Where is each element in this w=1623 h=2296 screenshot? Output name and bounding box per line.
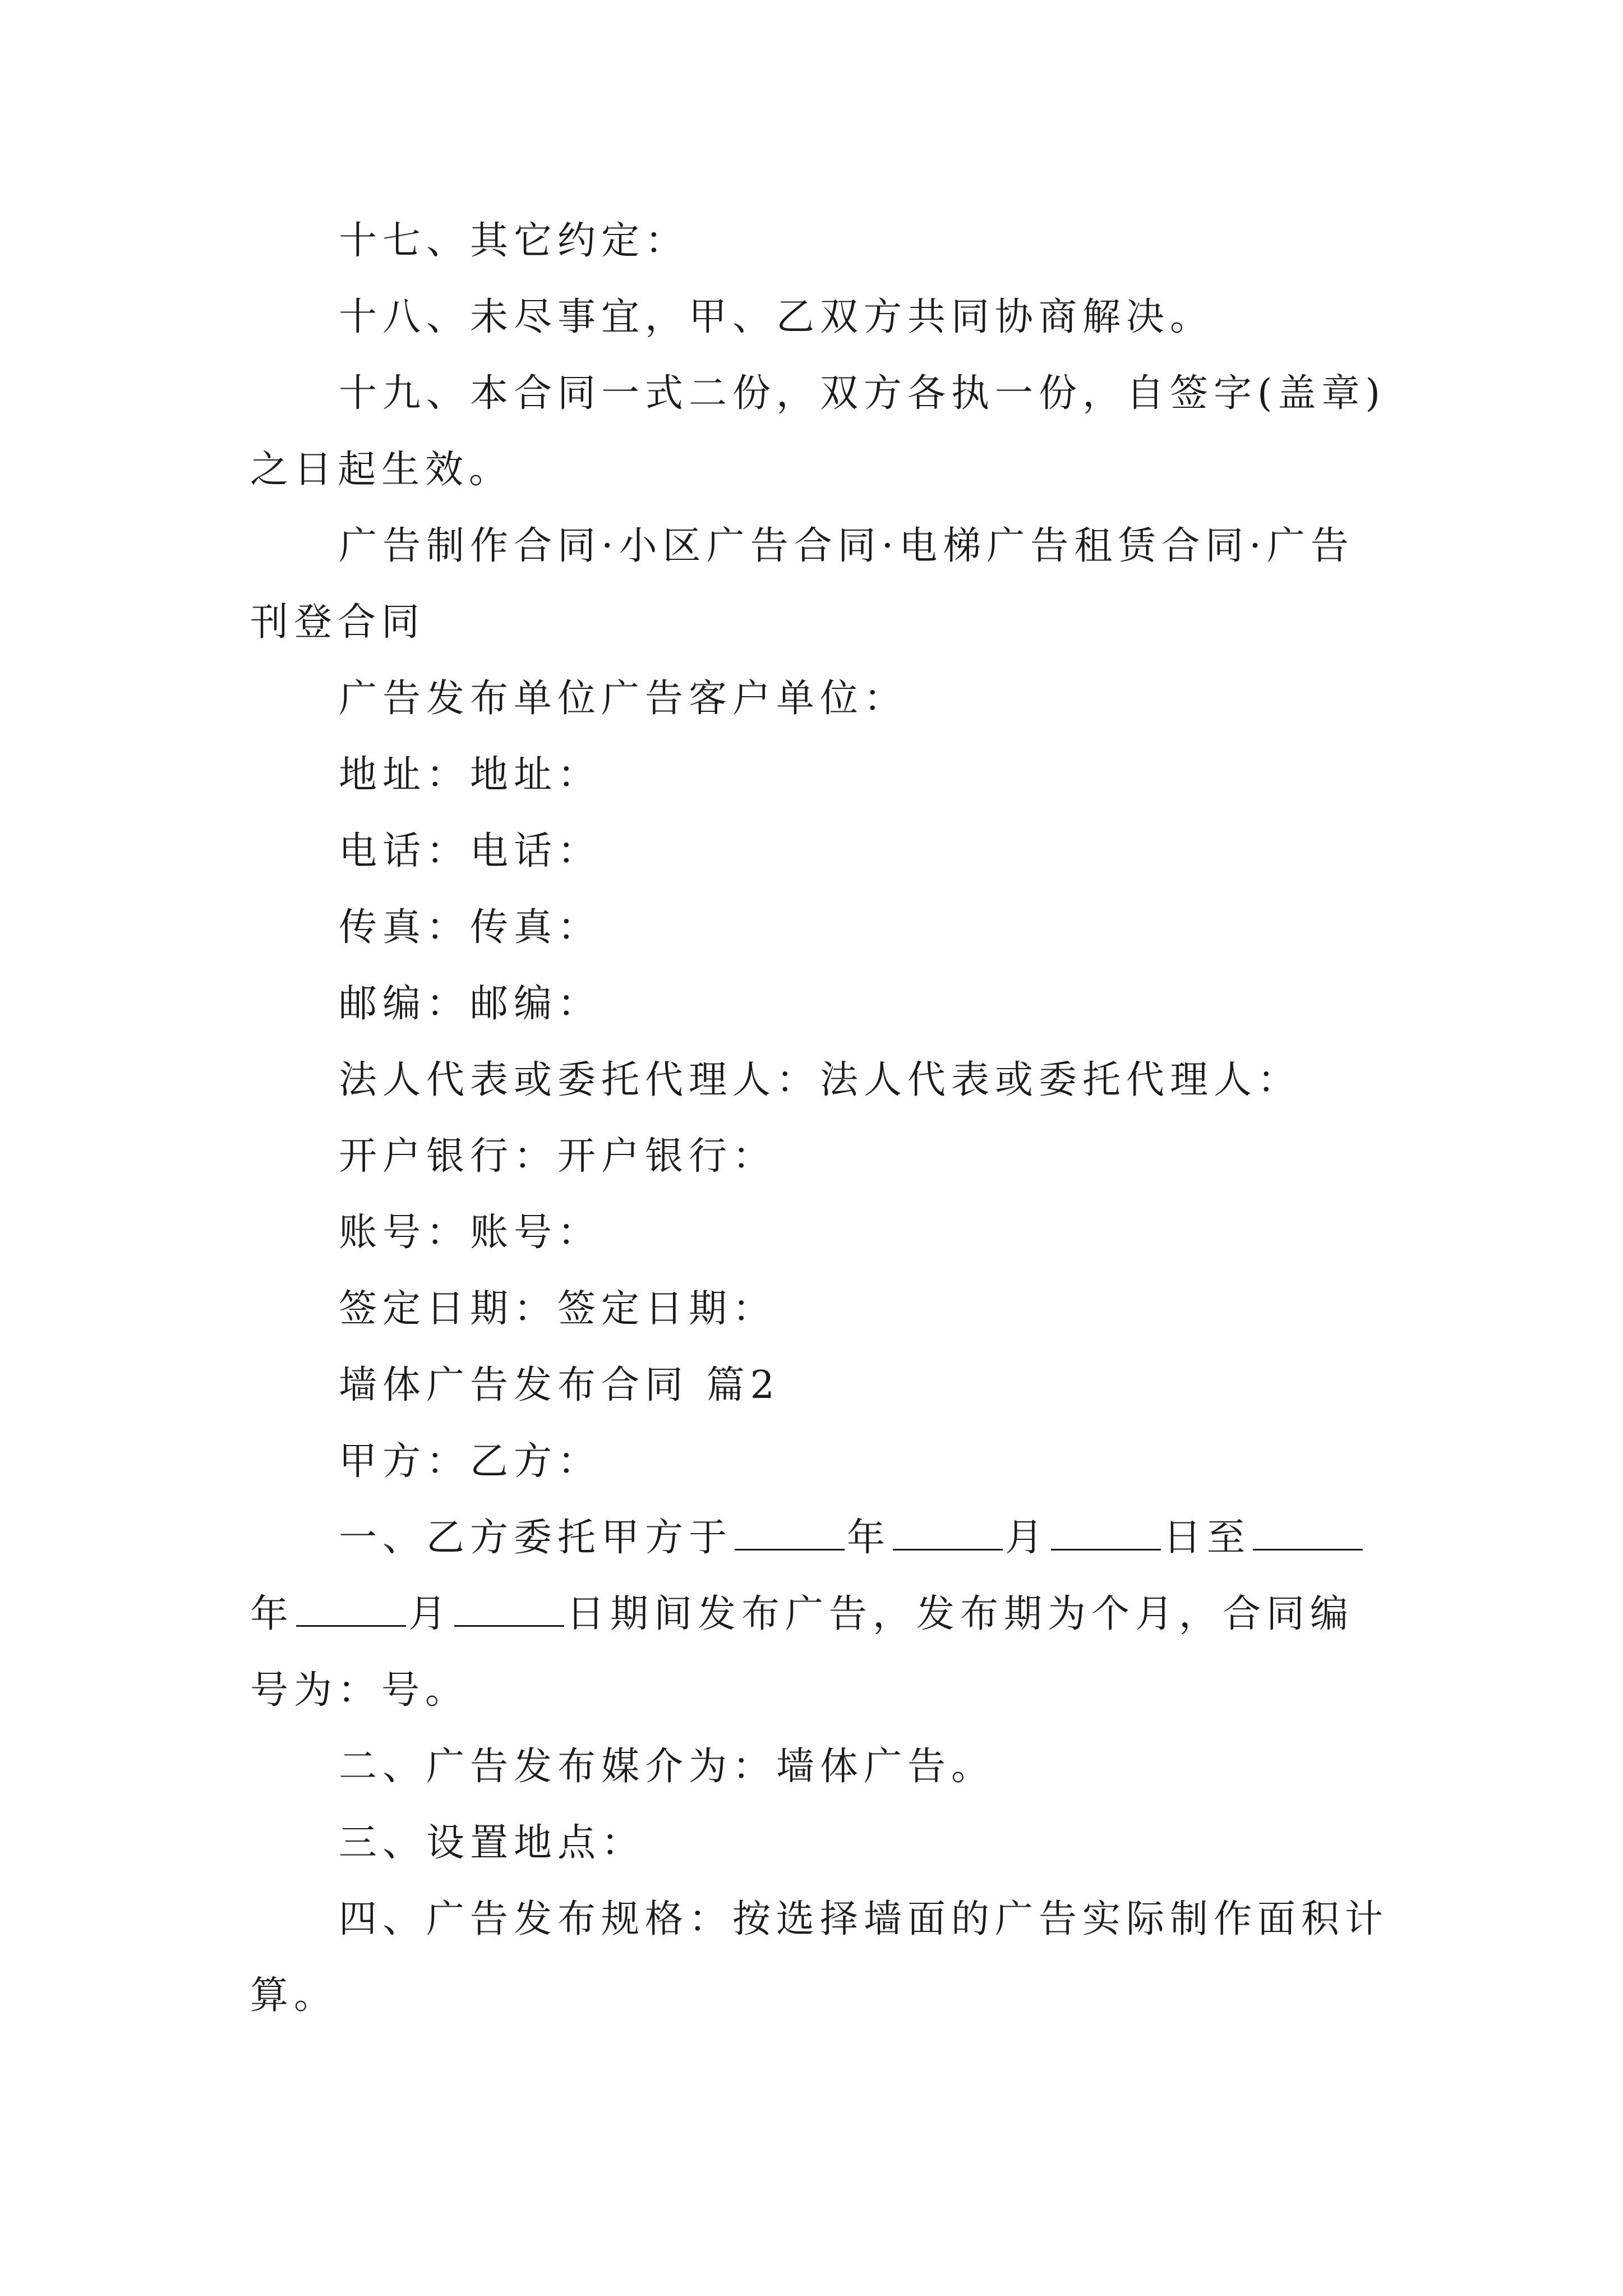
phone-line: 电话：电话： bbox=[339, 829, 602, 873]
clause-19: 十九、本合同一式二份，双方各执一份，自签字(盖章)之日起生效。 bbox=[250, 371, 1386, 492]
clause-4: 四、广告发布规格：按选择墙面的广告实际制作面积计算。 bbox=[250, 1897, 1389, 2018]
clause-2: 二、广告发布媒介为：墙体广告。 bbox=[339, 1745, 995, 1789]
clause-1-prefix: 一、乙方委托甲方于 bbox=[339, 1516, 733, 1560]
address-line: 地址：地址： bbox=[339, 753, 602, 797]
blank-field bbox=[893, 1515, 1003, 1550]
blank-field bbox=[454, 1591, 564, 1627]
party-a-b-line: 甲方：乙方： bbox=[339, 1439, 602, 1484]
blank-field bbox=[735, 1515, 845, 1550]
clause-1-suffix: 日期间发布广告，发布期为个月，合同编号为：号。 bbox=[250, 1592, 1354, 1713]
clause-1-year-2: 年 bbox=[250, 1592, 294, 1636]
representative-line: 法人代表或委托代理人：法人代表或委托代理人： bbox=[339, 1058, 1302, 1102]
postcode-line: 邮编：邮编： bbox=[339, 982, 602, 1026]
clause-1-year-1: 年 bbox=[847, 1516, 891, 1560]
blank-field bbox=[1051, 1515, 1161, 1550]
contract-2-title: 墙体广告发布合同 篇2 bbox=[339, 1363, 780, 1407]
clause-18: 十八、未尽事宜，甲、乙双方共同协商解决。 bbox=[339, 295, 1214, 339]
document-body bbox=[250, 203, 1394, 2034]
clause-17: 十七、其它约定： bbox=[339, 219, 689, 263]
clause-1-month-2: 月 bbox=[408, 1592, 453, 1636]
bank-line: 开户银行：开户银行： bbox=[339, 1134, 777, 1179]
blank-field bbox=[296, 1591, 406, 1627]
clause-1 bbox=[250, 1500, 1394, 1729]
fax-line: 传真：传真： bbox=[339, 905, 602, 950]
clause-3: 三、设置地点： bbox=[339, 1821, 645, 1865]
related-contracts-line: 广告制作合同·小区广告合同·电梯广告租赁合同·广告刊登合同 bbox=[250, 524, 1354, 645]
clause-1-day-1: 日至 bbox=[1163, 1516, 1251, 1560]
account-line: 账号：账号： bbox=[339, 1211, 602, 1255]
sign-date-line: 签定日期：签定日期： bbox=[339, 1287, 777, 1331]
parties-heading: 广告发布单位广告客户单位： bbox=[339, 677, 908, 721]
clause-1-month-1: 月 bbox=[1005, 1516, 1049, 1560]
blank-field bbox=[1253, 1515, 1363, 1550]
